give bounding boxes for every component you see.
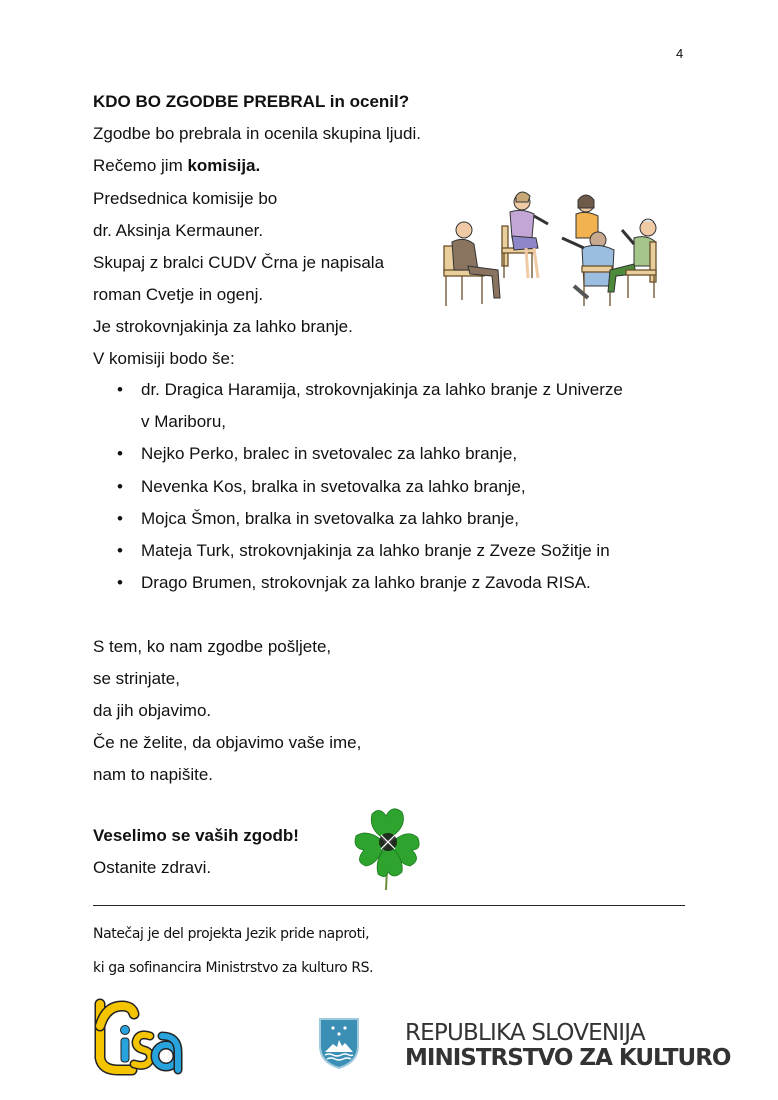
intro-line: Zgodbe bo prebrala in ocenila skupina ljudi. bbox=[93, 124, 421, 143]
president-line: Predsednica komisije bo bbox=[93, 189, 278, 208]
heading-rest: in ocenil? bbox=[325, 92, 410, 111]
member-item: dr. Dragica Haramija, strokovnjakinja za lahko branje z Univerze bbox=[141, 380, 623, 399]
slovenia-coat-of-arms-icon bbox=[317, 1016, 361, 1070]
consent-line: da jih objavimo. bbox=[93, 701, 212, 720]
komisija-prefix: Rečemo jim bbox=[93, 156, 188, 175]
member-item: Mojca Šmon, bralka in svetovalka za lahko branje, bbox=[141, 509, 519, 528]
president-line: dr. Aksinja Kermauner. bbox=[93, 221, 264, 240]
consent-line: S tem, ko nam zgodbe pošljete, bbox=[93, 637, 332, 656]
four-leaf-clover-icon bbox=[350, 802, 426, 892]
bullet-icon: • bbox=[117, 444, 123, 463]
consent-line: nam to napišite. bbox=[93, 765, 214, 784]
member-item-continuation: v Mariboru, bbox=[141, 412, 227, 431]
closing-bold: Veselimo se vaših zgodb! bbox=[93, 826, 299, 845]
bullet-icon: • bbox=[117, 541, 123, 560]
closing-normal: Ostanite zdravi. bbox=[93, 858, 212, 877]
heading-bold: KDO BO ZGODBE PREBRAL bbox=[93, 92, 326, 111]
member-item: Nevenka Kos, bralka in svetovalka za lahko branje, bbox=[141, 477, 526, 496]
komisija-bold: komisija. bbox=[187, 156, 261, 175]
consent-line: Če ne želite, da objavimo vaše ime, bbox=[93, 733, 362, 752]
risa-logo bbox=[92, 996, 188, 1076]
member-item: Nejko Perko, bralec in svetovalec za lahko branje, bbox=[141, 444, 518, 463]
president-line: V komisiji bodo še: bbox=[93, 349, 235, 368]
bullet-icon: • bbox=[117, 573, 123, 592]
president-line: roman Cvetje in ogenj. bbox=[93, 285, 264, 304]
heading bbox=[93, 92, 409, 112]
consent-line: se strinjate, bbox=[93, 669, 180, 688]
member-item: Mateja Turk, strokovnjakinja za lahko branje z Zveze Sožitje in bbox=[141, 541, 610, 560]
komisija-line bbox=[93, 156, 260, 176]
divider-line bbox=[93, 905, 685, 906]
bullet-icon: • bbox=[117, 509, 123, 528]
bullet-icon: • bbox=[117, 380, 123, 399]
footer-line: Natečaj je del projekta Jezik pride naproti, bbox=[93, 926, 370, 942]
president-line: Skupaj z bralci CUDV Črna je napisala bbox=[93, 253, 385, 272]
bullet-icon: • bbox=[117, 477, 123, 496]
president-line: Je strokovnjakinja za lahko branje. bbox=[93, 317, 353, 336]
member-item: Drago Brumen, strokovnjak za lahko branje z Zavoda RISA. bbox=[141, 573, 591, 592]
page-number: 4 bbox=[676, 46, 684, 61]
footer-line: ki ga sofinancira Ministrstvo za kulturo RS. bbox=[93, 960, 374, 976]
ministry-logo-line1: REPUBLIKA SLOVENIJA bbox=[405, 1020, 645, 1046]
ministry-logo-line2: MINISTRSTVO ZA KULTURO bbox=[405, 1045, 731, 1071]
group-discussion-illustration bbox=[438, 186, 663, 310]
